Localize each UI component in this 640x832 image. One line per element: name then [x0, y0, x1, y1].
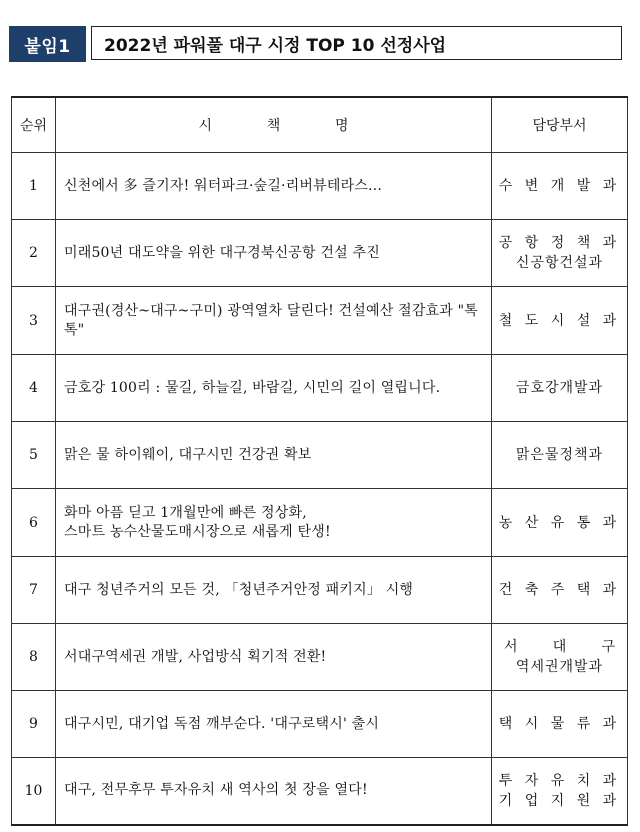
col-header-rank: 순위: [12, 97, 56, 153]
policy-name-cell: 대구시민, 대기업 독점 깨부순다. '대구로택시' 출시: [56, 691, 492, 758]
rank-cell: 6: [12, 489, 56, 557]
policy-name-cell: 맑은 물 하이웨이, 대구시민 건강권 확보: [56, 422, 492, 489]
policy-name-cell: 대구 청년주거의 모든 것, 「청년주거안정 패키지」 시행: [56, 557, 492, 624]
table-row: [12, 153, 628, 220]
policy-table: [11, 96, 628, 826]
rank-cell: 4: [12, 355, 56, 422]
policy-name-cell: 금호강 100리 : 물길, 하늘길, 바람길, 시민의 길이 열립니다.: [56, 355, 492, 422]
header: [9, 26, 626, 64]
table-row: [12, 758, 628, 825]
table-header-row: [12, 97, 628, 153]
policy-name-cell: 대구권(경산~대구~구미) 광역열차 달린다! 건설예산 절감효과 "톡톡": [56, 287, 492, 355]
dept-line: 맑은물정책과: [515, 447, 604, 463]
col-header-dept: 담당부서: [492, 97, 628, 153]
table-row: [12, 557, 628, 624]
policy-name-cell: 미래50년 대도약을 위한 대구경북신공항 건설 추진: [56, 220, 492, 287]
table-row: [12, 624, 628, 691]
dept-line: 공 항 정 책 과: [498, 235, 621, 251]
table-row: [12, 489, 628, 557]
table-row: [12, 220, 628, 287]
rank-cell: 10: [12, 758, 56, 825]
dept-line: 건 축 주 택 과: [498, 582, 621, 598]
dept-cell: [492, 758, 628, 825]
dept-line: 역세권개발과: [515, 659, 604, 675]
rank-cell: 7: [12, 557, 56, 624]
rank-cell: 8: [12, 624, 56, 691]
dept-line: 금호강개발과: [515, 380, 604, 396]
rank-cell: 9: [12, 691, 56, 758]
table-row: [12, 691, 628, 758]
dept-cell: [492, 557, 628, 624]
policy-name-cell: 신천에서 多 즐기자! 워터파크·숲길·리버뷰테라스...: [56, 153, 492, 220]
dept-line: 수 변 개 발 과: [498, 178, 621, 194]
dept-cell: [492, 287, 628, 355]
table-row: [12, 355, 628, 422]
dept-cell: [492, 691, 628, 758]
policy-name-line: 화마 아픔 딛고 1개월만에 빠른 정상화,: [64, 504, 307, 521]
col-header-name-char: 책: [266, 118, 281, 134]
attachment-badge: 붙임1: [9, 26, 86, 62]
dept-cell: [492, 624, 628, 691]
col-header-name: [56, 97, 492, 153]
dept-line: 철 도 시 설 과: [498, 312, 621, 329]
dept-line: 투 자 유 치 과: [498, 772, 621, 789]
policy-name-line: 스마트 농수산물도매시장으로 새롭게 탄생!: [64, 523, 331, 540]
dept-cell: [492, 422, 628, 489]
table-row: [12, 422, 628, 489]
table-row: [12, 287, 628, 355]
rank-cell: 5: [12, 422, 56, 489]
dept-cell: [492, 220, 628, 287]
dept-char: 구: [601, 639, 615, 655]
rank-cell: 2: [12, 220, 56, 287]
rank-cell: 1: [12, 153, 56, 220]
col-header-name-char: 시: [198, 118, 213, 134]
dept-cell: [492, 153, 628, 220]
dept-line: [496, 637, 623, 657]
dept-cell: [492, 355, 628, 422]
dept-line: 농 산 유 통 과: [498, 514, 621, 531]
dept-line: 기 업 지 원 과: [498, 792, 621, 809]
policy-name-cell: 서대구역세권 개발, 사업방식 획기적 전환!: [56, 624, 492, 691]
rank-cell: 3: [12, 287, 56, 355]
dept-cell: [492, 489, 628, 557]
dept-char: 대: [552, 639, 567, 655]
dept-char: 서: [504, 639, 518, 655]
dept-line: 신공항건설과: [515, 255, 604, 271]
policy-name-cell: 대구, 전무후무 투자유치 새 역사의 첫 장을 열다!: [56, 758, 492, 825]
document-title: 2022년 파워풀 대구 시정 TOP 10 선정사업: [91, 26, 622, 60]
policy-name-cell: [56, 489, 492, 557]
col-header-name-char: 명: [334, 118, 349, 134]
dept-line: 택 시 물 류 과: [498, 716, 621, 732]
